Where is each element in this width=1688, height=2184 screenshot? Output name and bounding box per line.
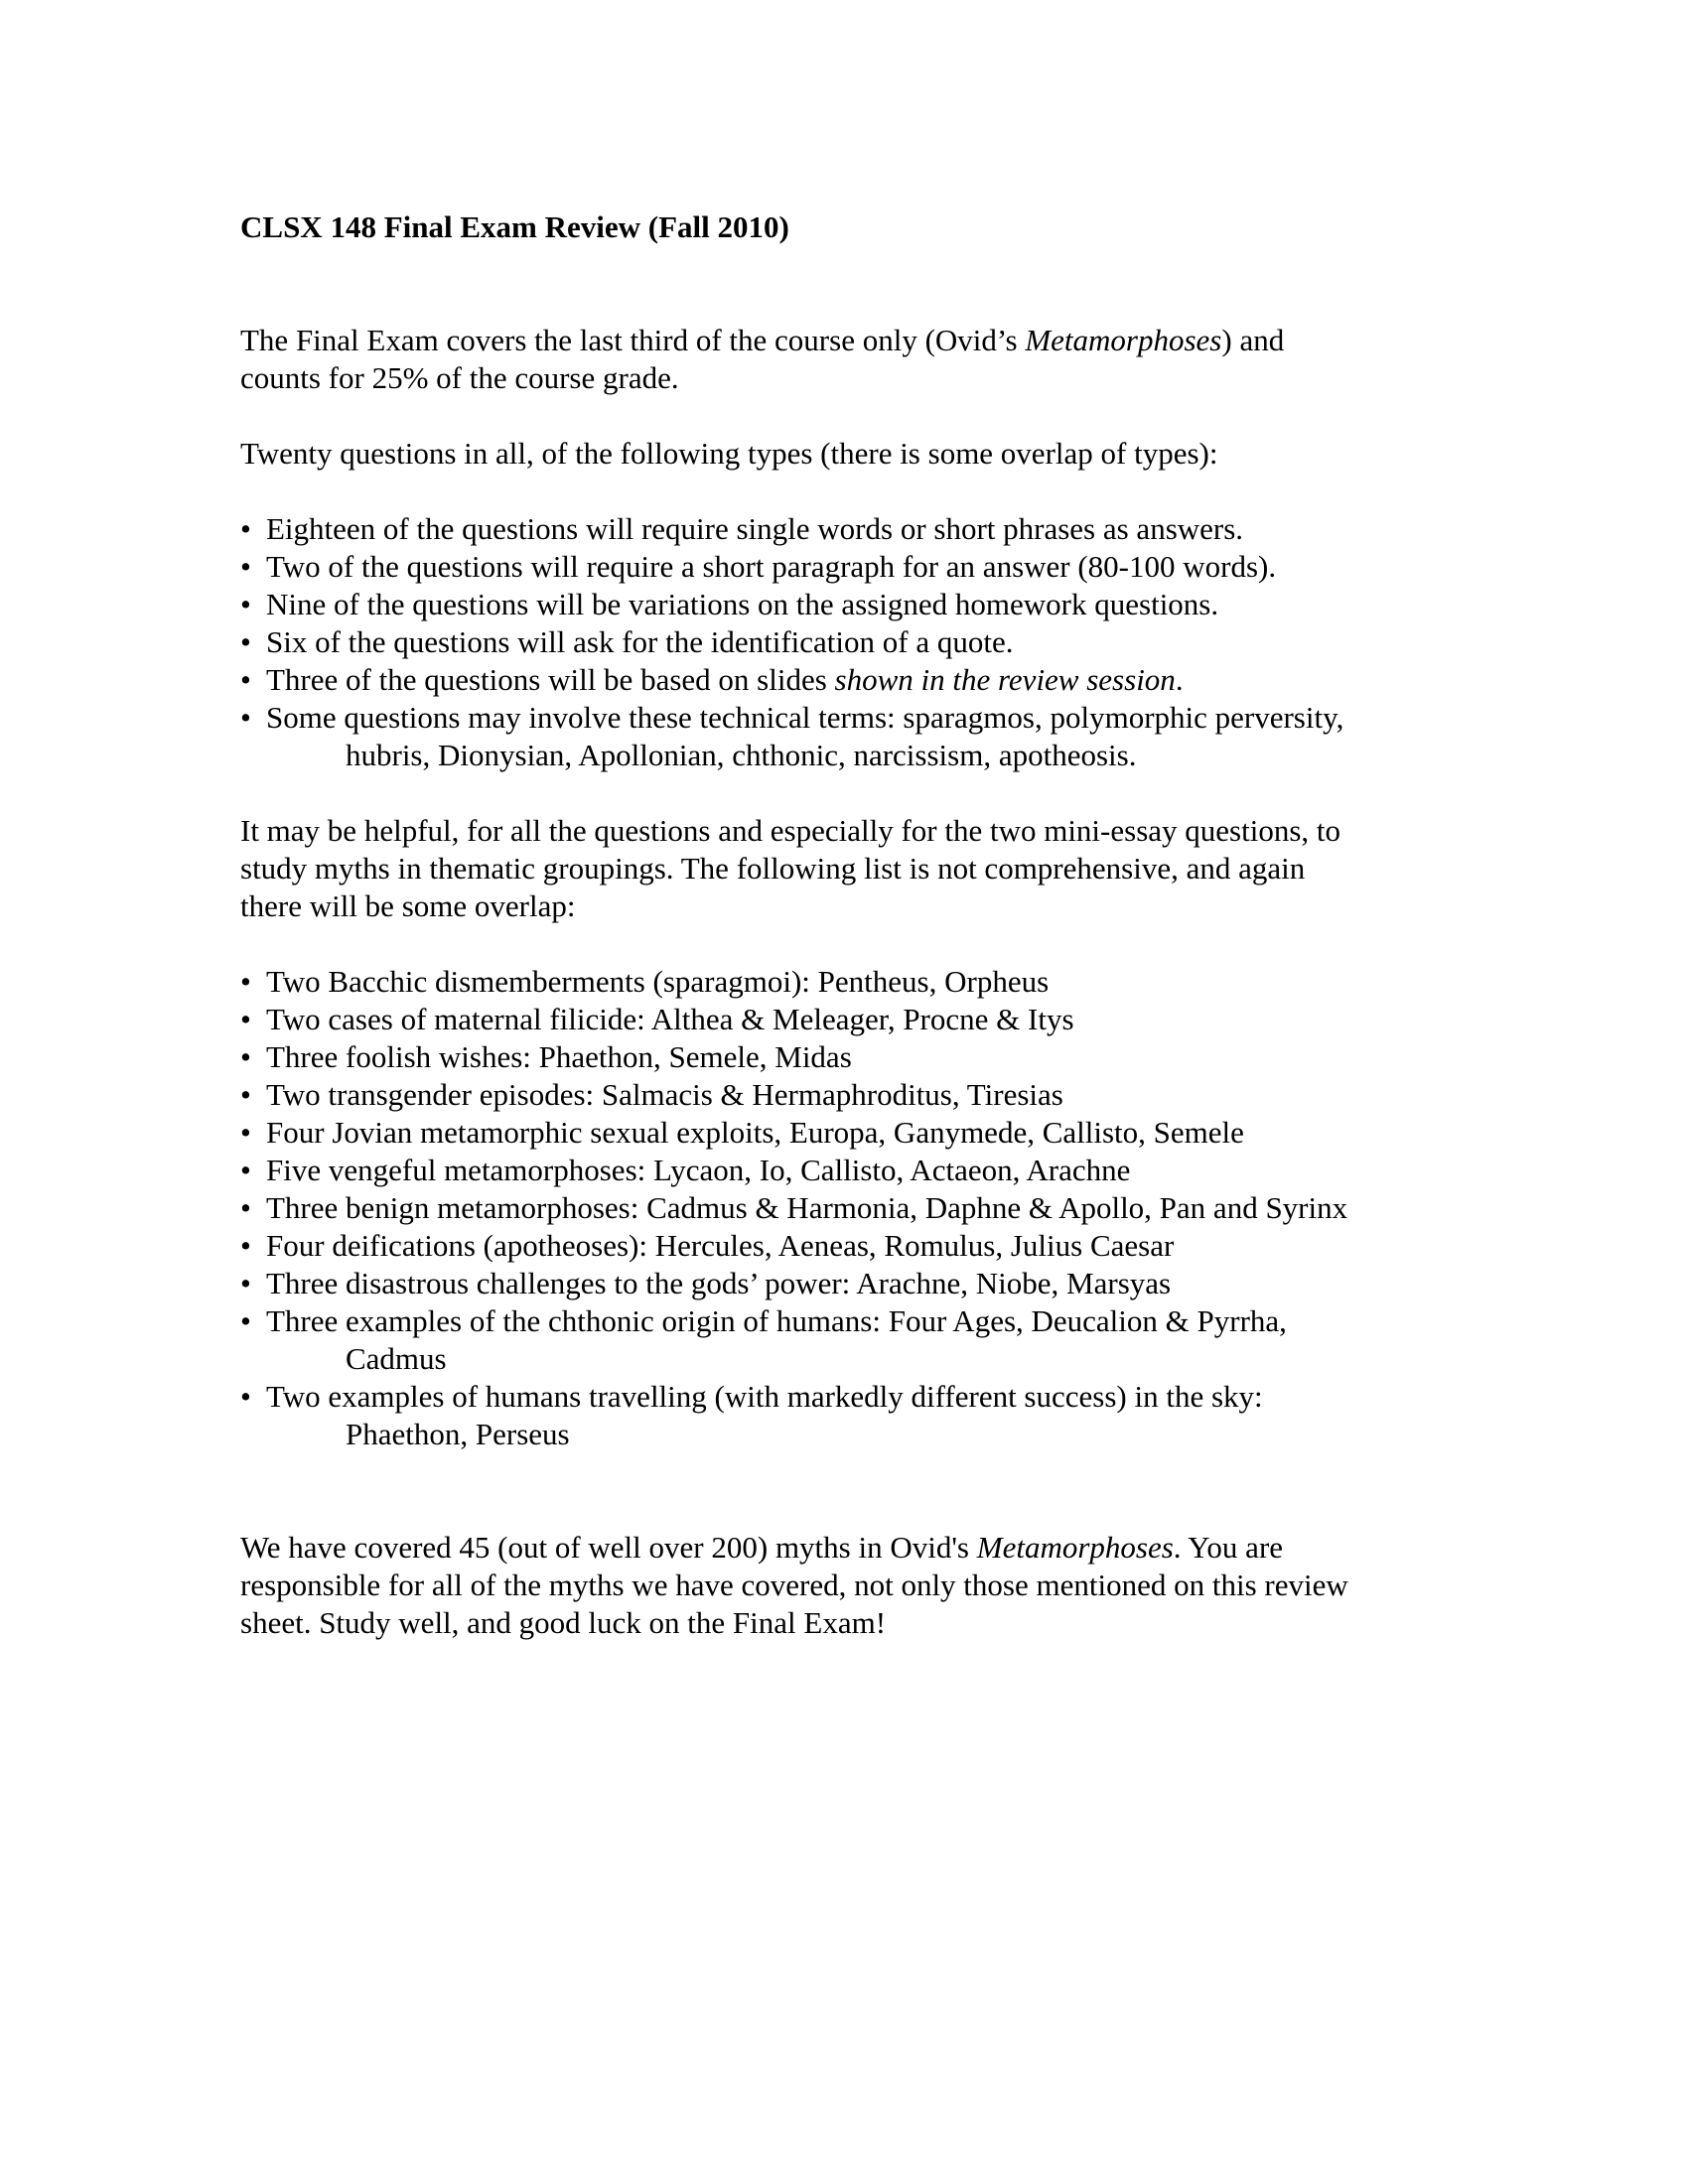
- list-item: [240, 699, 1599, 737]
- document-body: [240, 322, 1599, 1642]
- list-item: [240, 1378, 1599, 1416]
- list-item: [240, 623, 1599, 661]
- list-item: [240, 1265, 1599, 1302]
- text-run: sheet. Study well, and good luck on the Final Exam!: [240, 1605, 887, 1640]
- text-run: Four deifications (apotheoses): Hercules, Aeneas, Romulus, Julius Caesar: [266, 1228, 1175, 1263]
- text-run: Six of the questions will ask for the identification of a quote.: [266, 624, 1014, 659]
- list-item: [240, 548, 1599, 586]
- text-run: Phaethon, Perseus: [346, 1417, 570, 1451]
- text-run: Three foolish wishes: Phaethon, Semele, Midas: [266, 1039, 852, 1074]
- text-line: [240, 850, 1599, 887]
- italic-text-run: Metamorphoses: [976, 1530, 1174, 1565]
- list-item: [240, 1001, 1599, 1038]
- text-line: [240, 1567, 1599, 1604]
- text-run: there will be some overlap:: [240, 888, 576, 923]
- text-run: We have covered 45 (out of well over 200) myths in Ovid's: [240, 1530, 977, 1565]
- bullet-icon: •: [240, 587, 251, 621]
- text-line: [240, 322, 1599, 359]
- text-run: Five vengeful metamorphoses: Lycaon, Io, Callisto, Actaeon, Arachne: [266, 1153, 1131, 1187]
- italic-text-run: Metamorphoses: [1025, 323, 1222, 357]
- text-run: Three of the questions will be based on slides: [266, 662, 835, 697]
- text-run: hubris, Dionysian, Apollonian, chthonic, narcissism, apotheosis.: [346, 738, 1137, 772]
- bullet-icon: •: [240, 1379, 251, 1414]
- text-run: The Final Exam covers the last third of the course only (Ovid’s: [240, 323, 1026, 357]
- list-item: [240, 1227, 1599, 1265]
- text-run: Three disastrous challenges to the gods’ power: Arachne, Niobe, Marsyas: [266, 1266, 1172, 1300]
- text-run: Nine of the questions will be variations on the assigned homework questions.: [266, 587, 1219, 621]
- text-run: Eighteen of the questions will require single words or short phrases as answers.: [266, 511, 1244, 546]
- text-run: . You are: [1173, 1530, 1284, 1565]
- text-run: Some questions may involve these technical terms: sparagmos, polymorphic perversity,: [266, 700, 1344, 735]
- text-run: Two of the questions will require a short paragraph for an answer (80-100 words).: [266, 549, 1277, 584]
- list-item-continuation: [240, 1416, 1599, 1453]
- bullet-icon: •: [240, 624, 251, 659]
- list-item: [240, 1076, 1599, 1114]
- text-line: [240, 359, 1599, 397]
- bullet-icon: •: [240, 1039, 251, 1074]
- list-item: [240, 1152, 1599, 1189]
- list-item: [240, 1189, 1599, 1227]
- list-item-continuation: [240, 737, 1599, 774]
- bullet-icon: •: [240, 1153, 251, 1187]
- list-item: [240, 510, 1599, 548]
- bullet-icon: •: [240, 1077, 251, 1112]
- text-run: .: [1175, 662, 1184, 697]
- text-run: responsible for all of the myths we have covered, not only those mentioned on this review: [240, 1568, 1348, 1602]
- text-run: Three benign metamorphoses: Cadmus & Harmonia, Daphne & Apollo, Pan and Syrinx: [266, 1190, 1348, 1225]
- italic-text-run: shown in the review session: [834, 662, 1176, 697]
- bullet-icon: •: [240, 1115, 251, 1150]
- text-run: Four Jovian metamorphic sexual exploits, Europa, Ganymede, Callisto, Semele: [266, 1115, 1244, 1150]
- bullet-icon: •: [240, 1266, 251, 1300]
- text-run: Two Bacchic dismemberments (sparagmoi): Pentheus, Orpheus: [266, 964, 1050, 999]
- list-item: [240, 963, 1599, 1001]
- text-run: Two transgender episodes: Salmacis & Hermaphroditus, Tiresias: [266, 1077, 1063, 1112]
- bullet-icon: •: [240, 964, 251, 999]
- list-item: [240, 661, 1599, 699]
- text-line: [240, 887, 1599, 925]
- text-line: [240, 1604, 1599, 1642]
- text-run: Two cases of maternal filicide: Althea & Meleager, Procne & Itys: [266, 1002, 1074, 1036]
- list-item: [240, 1038, 1599, 1076]
- bullet-list: [240, 510, 1599, 774]
- text-run: counts for 25% of the course grade.: [240, 360, 679, 395]
- list-item: [240, 1302, 1599, 1340]
- bullet-icon: •: [240, 549, 251, 584]
- list-item: [240, 586, 1599, 623]
- paragraph: [240, 435, 1599, 473]
- bullet-icon: •: [240, 511, 251, 546]
- text-line: [240, 435, 1599, 473]
- paragraph: [240, 812, 1599, 925]
- text-line: [240, 812, 1599, 850]
- bullet-icon: •: [240, 1228, 251, 1263]
- text-run: Three examples of the chthonic origin of humans: Four Ages, Deucalion & Pyrrha,: [266, 1303, 1287, 1338]
- list-item-continuation: [240, 1340, 1599, 1378]
- bullet-icon: •: [240, 1002, 251, 1036]
- bullet-icon: •: [240, 1190, 251, 1225]
- text-run: It may be helpful, for all the questions and especially for the two mini-essay questions, to: [240, 813, 1340, 848]
- text-run: Cadmus: [346, 1341, 447, 1376]
- text-run: Twenty questions in all, of the following types (there is some overlap of types):: [240, 436, 1218, 471]
- text-run: ) and: [1221, 323, 1285, 357]
- document-title: CLSX 148 Final Exam Review (Fall 2010): [240, 209, 789, 244]
- bullet-list: [240, 963, 1599, 1453]
- list-item: [240, 1114, 1599, 1152]
- bullet-icon: •: [240, 700, 251, 735]
- bullet-icon: •: [240, 662, 251, 697]
- text-line: [240, 1529, 1599, 1567]
- paragraph: [240, 322, 1599, 397]
- bullet-icon: •: [240, 1303, 251, 1338]
- text-run: Two examples of humans travelling (with markedly different success) in the sky:: [266, 1379, 1263, 1414]
- text-run: study myths in thematic groupings. The following list is not comprehensive, and again: [240, 851, 1306, 886]
- paragraph: [240, 1529, 1599, 1642]
